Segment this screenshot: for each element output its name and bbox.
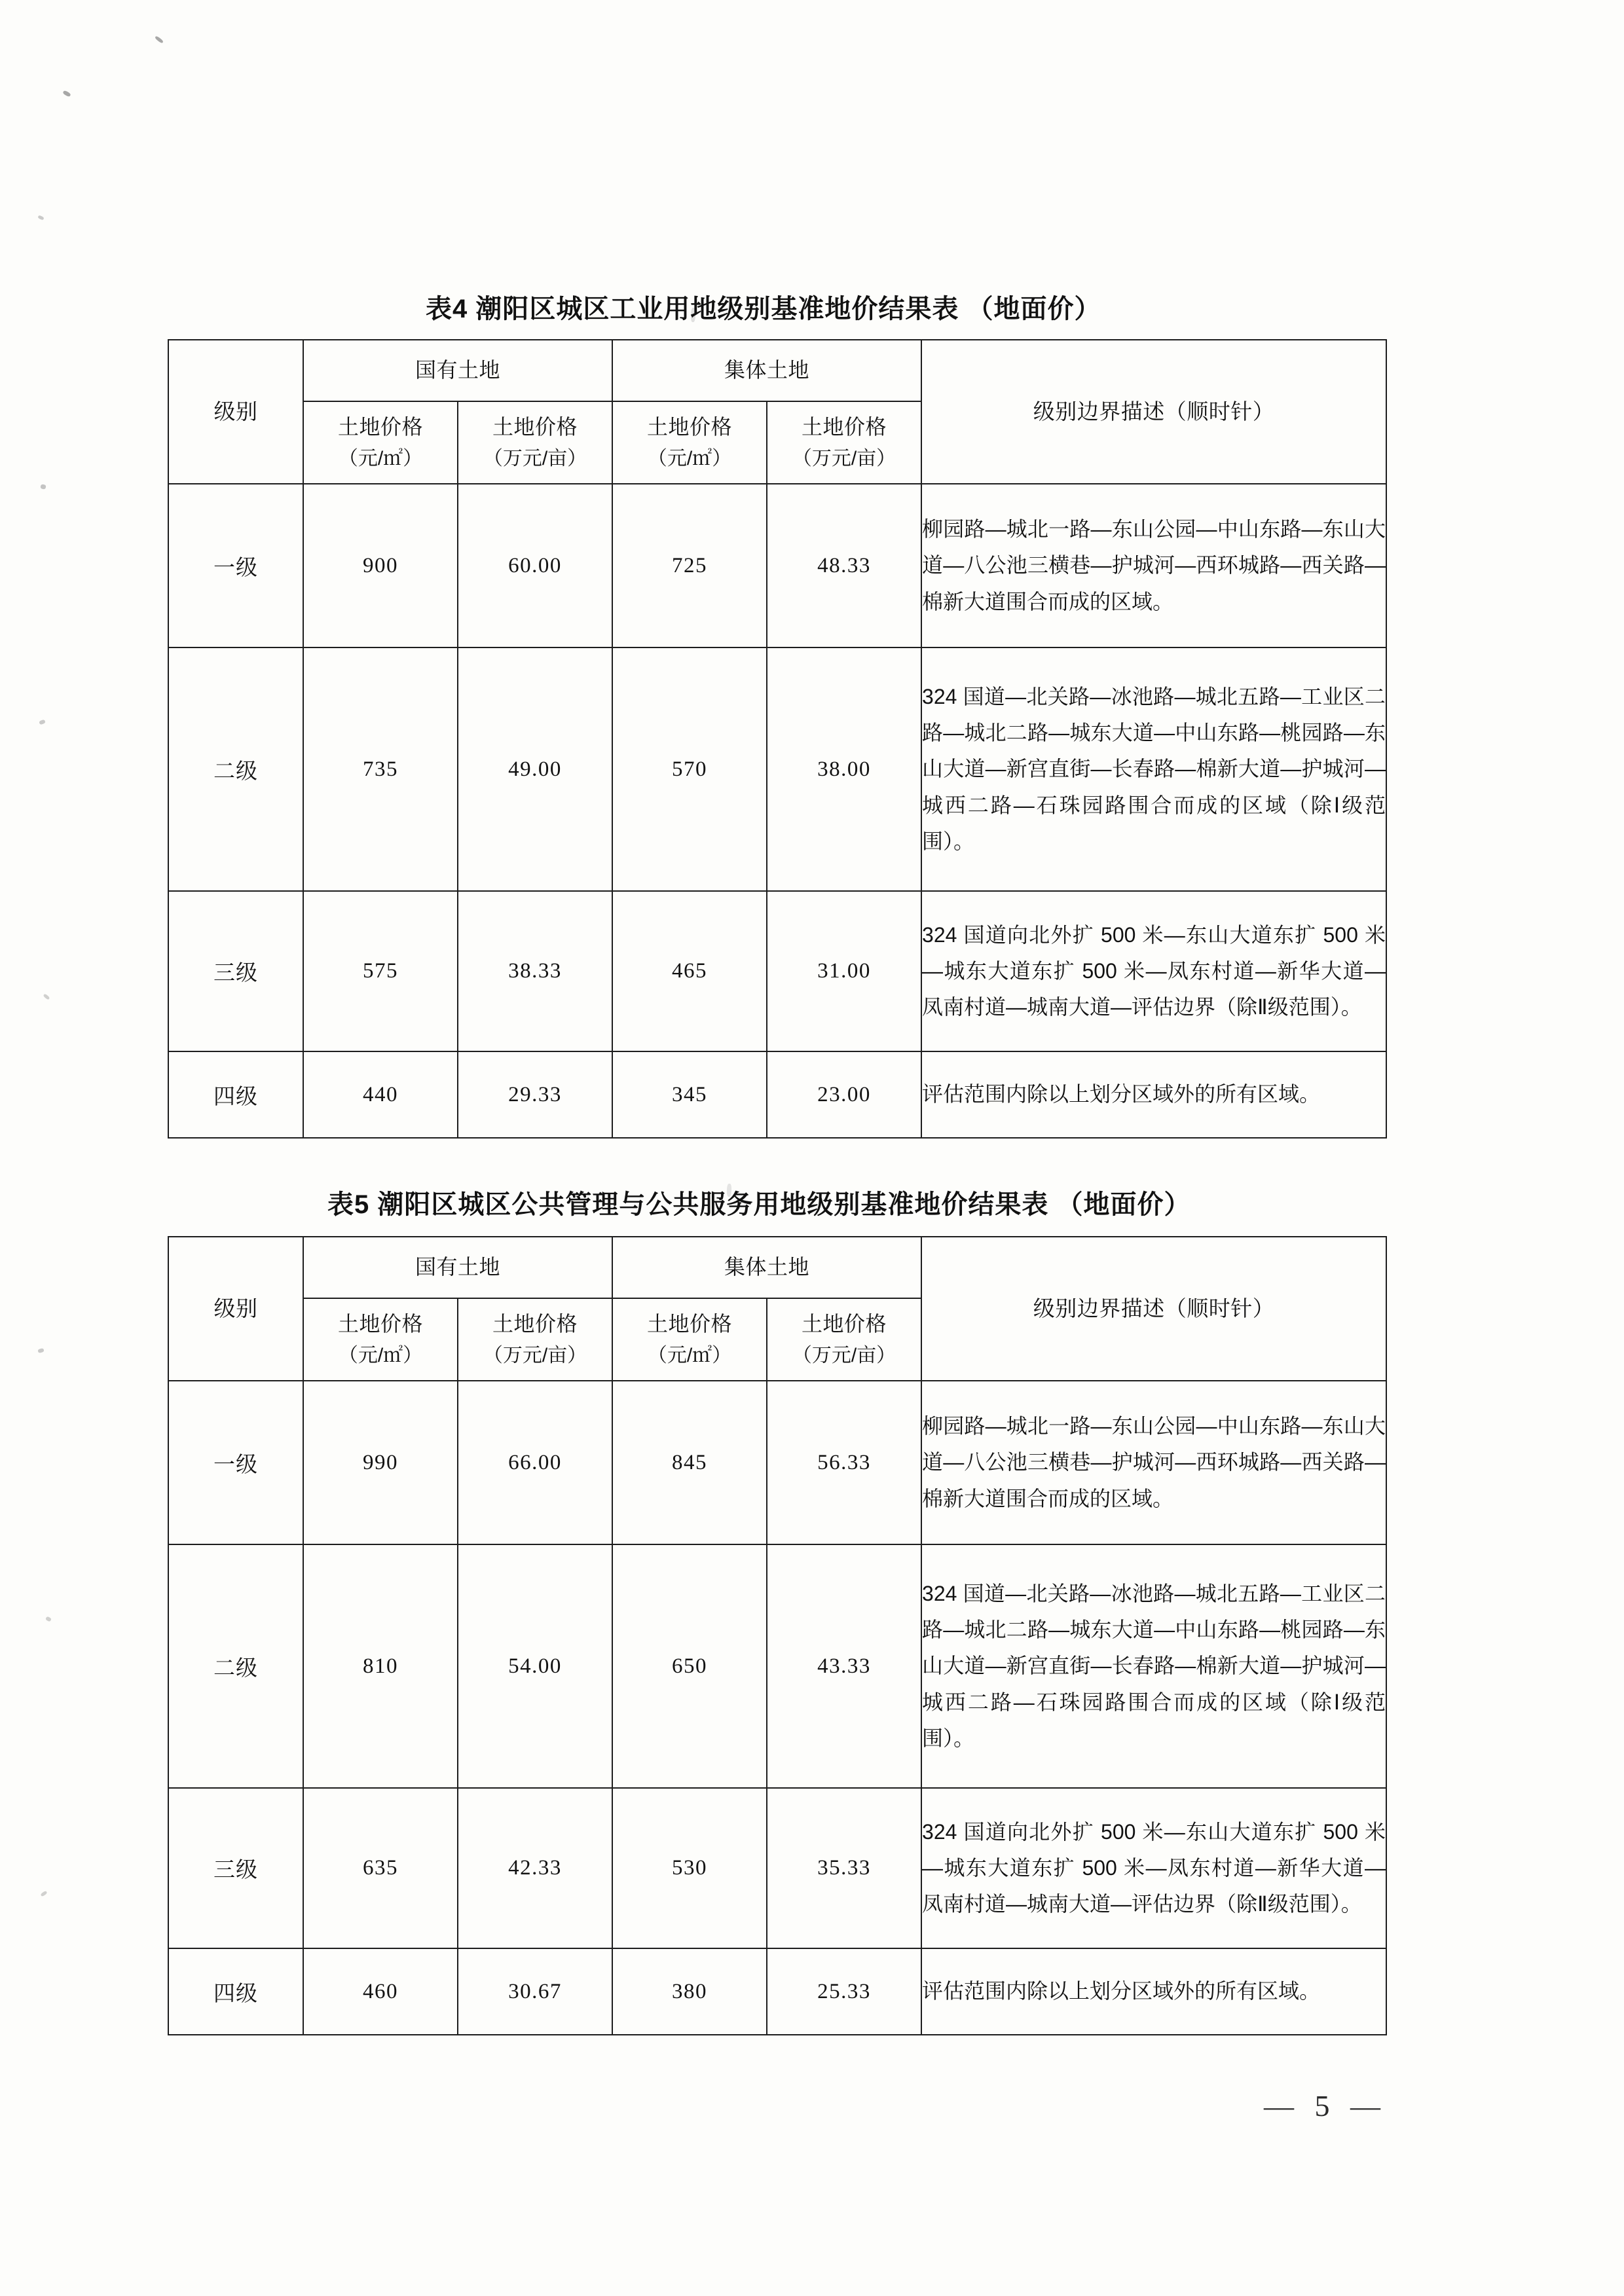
- cell-level: 二级: [168, 647, 303, 891]
- table-row: [168, 484, 1386, 647]
- cell-boundary-description: 柳园路—城北一路—东山公园—中山东路—东山大道—八公池三横巷—护城河—西环城路—西关路—棉新大道围合而成的区域。: [921, 1381, 1386, 1544]
- header-collective-price-per-mu: [767, 1298, 921, 1381]
- header-state-owned-land: 国有土地: [303, 1237, 612, 1298]
- cell-collective-price-mu: 48.33: [767, 484, 921, 647]
- cell-collective-price-sqm: 465: [612, 891, 767, 1051]
- cell-collective-price-sqm: 725: [612, 484, 767, 647]
- cell-level: 三级: [168, 891, 303, 1051]
- header-collective-price-per-mu: [767, 401, 921, 484]
- table-header-row-group: [168, 340, 1386, 401]
- cell-level: 四级: [168, 1051, 303, 1138]
- cell-state-price-mu: 29.33: [458, 1051, 612, 1138]
- price-label: 土地价格: [337, 1311, 423, 1336]
- cell-state-price-sqm: 900: [303, 484, 458, 647]
- cell-level: 一级: [168, 484, 303, 647]
- price-label: 土地价格: [802, 414, 887, 439]
- cell-level: 一级: [168, 1381, 303, 1544]
- price-label: 土地价格: [647, 1311, 733, 1336]
- cell-state-price-sqm: 575: [303, 891, 458, 1051]
- price-label: 土地价格: [647, 414, 733, 439]
- cell-collective-price-mu: 35.33: [767, 1788, 921, 1948]
- table-4-title: 表4 潮阳区城区工业用地级别基准地价结果表 （地面价）: [426, 295, 1101, 323]
- cell-level: 四级: [168, 1948, 303, 2035]
- cell-state-price-mu: 66.00: [458, 1381, 612, 1544]
- cell-collective-price-sqm: 845: [612, 1381, 767, 1544]
- scan-artifact: [62, 90, 71, 97]
- header-boundary-description: 级别边界描述（顺时针）: [921, 1237, 1386, 1381]
- cell-collective-price-sqm: 345: [612, 1051, 767, 1138]
- scan-artifact: [40, 484, 46, 489]
- cell-state-price-sqm: 440: [303, 1051, 458, 1138]
- table-4-industrial-land-benchmark-prices: [168, 339, 1387, 1139]
- header-state-price-per-mu: [458, 401, 612, 484]
- cell-collective-price-sqm: 650: [612, 1544, 767, 1788]
- cell-state-price-mu: 38.33: [458, 891, 612, 1051]
- cell-collective-price-mu: 25.33: [767, 1948, 921, 2035]
- cell-state-price-sqm: 810: [303, 1544, 458, 1788]
- cell-collective-price-sqm: 380: [612, 1948, 767, 2035]
- cell-boundary-description: 评估范围内除以上划分区域外的所有区域。: [921, 1948, 1386, 2035]
- header-state-price-per-sqm: [303, 401, 458, 484]
- table-5-title: 表5 潮阳区城区公共管理与公共服务用地级别基准地价结果表 （地面价）: [327, 1190, 1191, 1219]
- cell-collective-price-mu: 23.00: [767, 1051, 921, 1138]
- cell-level: 二级: [168, 1544, 303, 1788]
- cell-boundary-description: 324 国道向北外扩 500 米—东山大道东扩 500 米—城东大道东扩 500 米—凤东村道—新华大道—凤南村道—城南大道—评估边界（除Ⅱ级范围）。: [921, 891, 1386, 1051]
- table-5-public-service-land-benchmark-prices: [168, 1236, 1387, 2035]
- header-collective-price-per-sqm: [612, 401, 767, 484]
- header-level: 级别: [168, 340, 303, 484]
- scan-artifact: [39, 720, 46, 725]
- cell-collective-price-mu: 56.33: [767, 1381, 921, 1544]
- cell-level: 三级: [168, 1788, 303, 1948]
- price-label: 土地价格: [337, 414, 423, 439]
- price-label: 土地价格: [492, 414, 578, 439]
- header-state-price-per-mu: [458, 1298, 612, 1381]
- scan-artifact: [155, 35, 164, 44]
- header-collective-price-per-sqm: [612, 1298, 767, 1381]
- price-label: 土地价格: [492, 1311, 578, 1336]
- cell-boundary-description: 324 国道—北关路—冰池路—城北五路—工业区二路—城北二路—城东大道—中山东路—桃园路—东山大道—新宫直街—长春路—棉新大道—护城河—城西二路—石珠园路围合而成的区域（除Ⅰ级范围）。: [921, 1544, 1386, 1788]
- table-row: [168, 1381, 1386, 1544]
- header-state-owned-land: 国有土地: [303, 340, 612, 401]
- cell-state-price-sqm: 635: [303, 1788, 458, 1948]
- page-number: — 5 —: [1264, 2089, 1387, 2123]
- scan-artifact: [37, 1348, 44, 1353]
- cell-boundary-description: 评估范围内除以上划分区域外的所有区域。: [921, 1051, 1386, 1138]
- table-row: [168, 1948, 1386, 2035]
- header-state-price-per-sqm: [303, 1298, 458, 1381]
- price-label: 土地价格: [802, 1311, 887, 1336]
- cell-boundary-description: 324 国道向北外扩 500 米—东山大道东扩 500 米—城东大道东扩 500 米—凤东村道—新华大道—凤南村道—城南大道—评估边界（除Ⅱ级范围）。: [921, 1788, 1386, 1948]
- cell-collective-price-mu: 43.33: [767, 1544, 921, 1788]
- cell-state-price-sqm: 990: [303, 1381, 458, 1544]
- cell-collective-price-sqm: 530: [612, 1788, 767, 1948]
- header-collective-land: 集体土地: [612, 1237, 921, 1298]
- unit-sqm: （元/㎡）: [338, 1344, 423, 1366]
- unit-mu: （万元/亩）: [792, 447, 896, 469]
- cell-collective-price-mu: 31.00: [767, 891, 921, 1051]
- unit-mu: （万元/亩）: [792, 1344, 896, 1366]
- header-boundary-description: 级别边界描述（顺时针）: [921, 340, 1386, 484]
- cell-state-price-sqm: 735: [303, 647, 458, 891]
- unit-sqm: （元/㎡）: [647, 447, 732, 469]
- scan-artifact: [45, 1616, 52, 1622]
- cell-state-price-mu: 54.00: [458, 1544, 612, 1788]
- cell-state-price-mu: 49.00: [458, 647, 612, 891]
- cell-boundary-description: 柳园路—城北一路—东山公园—中山东路—东山大道—八公池三横巷—护城河—西环城路—西关路—棉新大道围合而成的区域。: [921, 484, 1386, 647]
- unit-mu: （万元/亩）: [483, 447, 587, 469]
- scan-artifact: [37, 215, 44, 220]
- header-collective-land: 集体土地: [612, 340, 921, 401]
- cell-collective-price-sqm: 570: [612, 647, 767, 891]
- cell-state-price-sqm: 460: [303, 1948, 458, 2035]
- cell-collective-price-mu: 38.00: [767, 647, 921, 891]
- scan-artifact: [43, 993, 50, 1000]
- unit-mu: （万元/亩）: [483, 1344, 587, 1366]
- table-row: [168, 891, 1386, 1051]
- table-row: [168, 1051, 1386, 1138]
- cell-boundary-description: 324 国道—北关路—冰池路—城北五路—工业区二路—城北二路—城东大道—中山东路—桃园路—东山大道—新宫直街—长春路—棉新大道—护城河—城西二路—石珠园路围合而成的区域（除Ⅰ级范围）。: [921, 647, 1386, 891]
- table-row: [168, 647, 1386, 891]
- table-header-row-group: [168, 1237, 1386, 1298]
- table-row: [168, 1544, 1386, 1788]
- header-level: 级别: [168, 1237, 303, 1381]
- unit-sqm: （元/㎡）: [338, 447, 423, 469]
- table-row: [168, 1788, 1386, 1948]
- unit-sqm: （元/㎡）: [647, 1344, 732, 1366]
- cell-state-price-mu: 60.00: [458, 484, 612, 647]
- cell-state-price-mu: 42.33: [458, 1788, 612, 1948]
- scan-artifact: [40, 1891, 47, 1897]
- cell-state-price-mu: 30.67: [458, 1948, 612, 2035]
